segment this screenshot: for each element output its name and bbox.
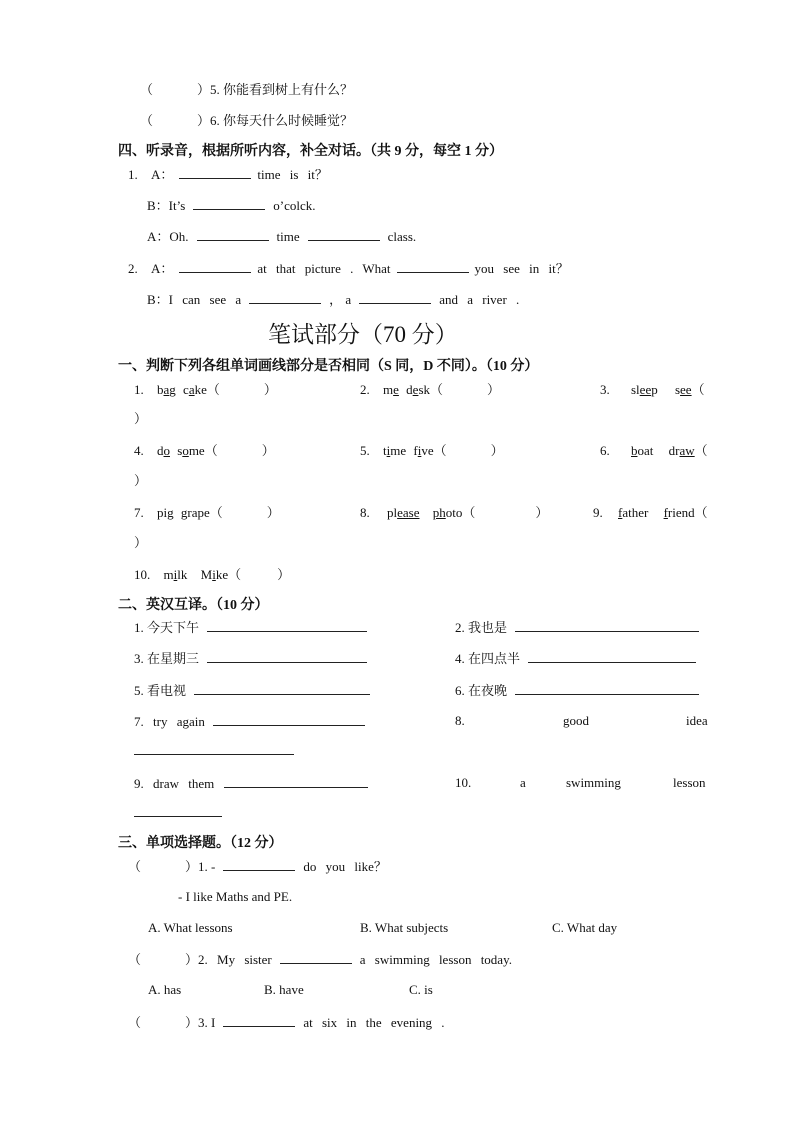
written-part-title: 笔试部分（70 分） [268, 322, 458, 347]
section1-heading: 一、判断下列各组单词画线部分是否相同（S 同，D 不同）。（10 分） [118, 359, 539, 374]
dialog1-line-a2 [147, 227, 416, 246]
blank-field[interactable] [359, 290, 431, 304]
dialog1-number: 1. [128, 167, 138, 182]
word-pair-item: 6. boat draw（ [600, 443, 708, 458]
word-pair-item: 3. sleep see（ [600, 382, 705, 397]
translation-item: 5. 看电视 [134, 681, 370, 700]
blank-field[interactable] [223, 1013, 295, 1027]
translation-item: 1. 今天下午 [134, 618, 367, 637]
word-pair-item: 1. bag cake（ ） [134, 382, 277, 397]
speaker-a: A： [151, 261, 174, 276]
dialog-text: at that picture . What [257, 261, 391, 276]
translation-item-number: 8. [455, 713, 465, 728]
blank-field[interactable] [179, 259, 251, 273]
translation-item: 3. 在星期三 [134, 649, 367, 668]
paren-close-wrap: ） [134, 473, 148, 488]
dialog2-number: 2. [128, 261, 138, 276]
dialog-text: class. [387, 229, 417, 244]
translation-item-number: 10. [455, 775, 472, 790]
question-6-text: ）6. 你每天什么时候睡觉？ [197, 113, 354, 128]
blank-field[interactable] [207, 618, 367, 632]
word-pair-item: 4. do some（ ） [134, 443, 275, 458]
blank-field[interactable] [515, 618, 699, 632]
translation-item: 7. try again [134, 712, 365, 731]
translation-word: lesson [673, 775, 706, 790]
blank-field[interactable] [249, 290, 321, 304]
question-5-text: ）5. 你能看到树上有什么？ [197, 82, 354, 97]
word-pair-item: 2. me desk（ ） [360, 382, 501, 397]
blank-field[interactable] [134, 803, 222, 817]
blank-field[interactable] [134, 741, 294, 755]
translation-blank-wrap [134, 803, 222, 822]
option-a[interactable]: A. has [148, 982, 182, 997]
blank-field[interactable] [193, 196, 265, 210]
choice-question-1: （ ）1. - do you like？ [128, 859, 387, 874]
dialog-text: o’colck. [273, 198, 316, 213]
blank-field[interactable] [515, 681, 699, 695]
word-pair-item: 10. milk Mike（ ） [134, 567, 291, 582]
open-paren: （ [140, 113, 154, 128]
translation-item: 2. 我也是 [455, 618, 699, 637]
option-c[interactable]: C. What day [552, 920, 618, 935]
blank-field[interactable] [213, 712, 365, 726]
choice-question-2: （ ）2. My sister a swimming lesson today. [128, 952, 512, 967]
dialog-text: time is it？ [257, 167, 328, 182]
blank-field[interactable] [197, 227, 269, 241]
option-c[interactable]: C. is [409, 982, 433, 997]
blank-field[interactable] [280, 950, 352, 964]
dialog-text: you see in it？ [474, 261, 569, 276]
paren-close-wrap: ） [134, 411, 148, 426]
translation-item: 6. 在夜晚 [455, 681, 699, 700]
dialog-text: time [276, 229, 300, 244]
translation-word: good [563, 713, 589, 728]
dialog-text: ， a [329, 292, 352, 307]
question-5 [140, 81, 353, 99]
blank-field[interactable] [308, 227, 380, 241]
dialog1-line-a1 [128, 165, 328, 184]
dialog2-line-a [128, 259, 569, 278]
choice-question-3: （ ）3. I at six in the evening . [128, 1015, 445, 1030]
speaker-a: A： [151, 167, 174, 182]
blank-field[interactable] [207, 649, 367, 663]
speaker-b: B：It’s [147, 198, 186, 213]
section3-heading: 三、单项选择题。（12 分） [118, 836, 283, 851]
speaker-a: A：Oh. [147, 229, 189, 244]
option-b[interactable]: B. What subjects [360, 920, 449, 935]
translation-item: 4. 在四点半 [455, 649, 696, 668]
open-paren: （ [140, 82, 154, 97]
option-a[interactable]: A. What lessons [148, 920, 233, 935]
translation-word: idea [686, 713, 708, 728]
blank-field[interactable] [223, 857, 295, 871]
paren-close-wrap: ） [134, 535, 148, 550]
blank-field[interactable] [528, 649, 696, 663]
translation-blank-wrap [134, 741, 294, 760]
blank-field[interactable] [194, 681, 370, 695]
word-pair-item: 8. please photo（ ） [360, 505, 549, 520]
translation-word: swimming [566, 775, 621, 790]
blank-field[interactable] [224, 774, 368, 788]
word-pair-item: 5. time five（ ） [360, 443, 504, 458]
speaker-b: B：I can see a [147, 292, 242, 307]
dialog-text: and a river . [439, 292, 520, 307]
choice-question-1-reply: - I like Maths and PE. [178, 889, 293, 904]
translation-word: a [520, 775, 526, 790]
section4-heading: 四、听录音，根据所听内容，补全对话。（共 9 分，每空 1 分） [118, 144, 503, 159]
section2-heading: 二、英汉互译。（10 分） [118, 598, 269, 613]
word-pair-item: 9. father friend（ [593, 505, 708, 520]
option-b[interactable]: B. have [264, 982, 304, 997]
word-pair-item: 7. pig grape（ ） [134, 505, 280, 520]
question-6 [140, 112, 353, 130]
dialog2-line-b [147, 290, 519, 309]
blank-field[interactable] [179, 165, 251, 179]
translation-item: 9. draw them [134, 774, 368, 793]
blank-field[interactable] [397, 259, 469, 273]
dialog1-line-b [147, 196, 316, 215]
